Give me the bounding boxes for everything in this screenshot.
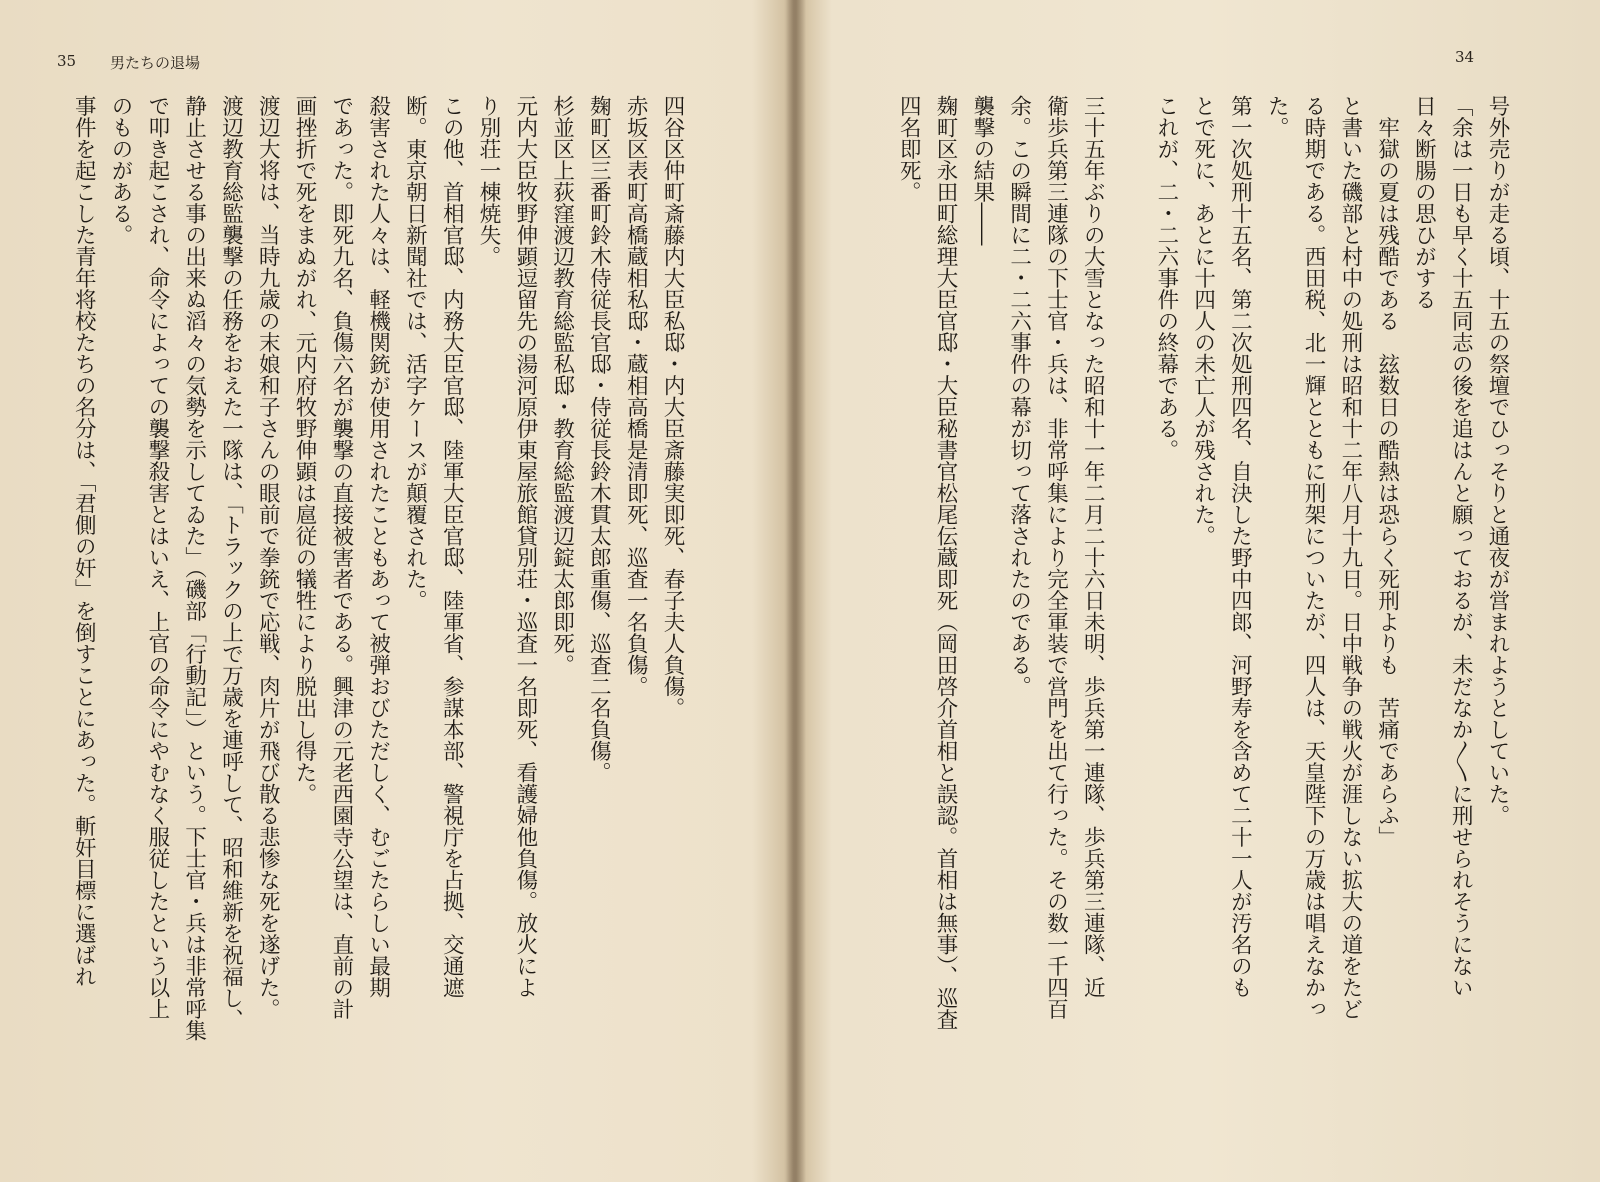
text-line: 麹町区三番町鈴木侍従長官邸・侍従長鈴木貫太郎重傷、巡査二名負傷。 <box>586 95 612 783</box>
right-page <box>805 0 1600 1182</box>
text-line: 牢獄の夏は残酷である 玆数日の酷熱は恐らく死刑よりも 苦痛であらふ」 <box>1374 95 1400 848</box>
text-line: これが、二・二六事件の終幕である。 <box>1153 95 1179 461</box>
text-line: 赤坂区表町高橋蔵相私邸・蔵相高橋是清即死、巡査一名負傷。 <box>623 95 649 697</box>
right-page-number: 34 <box>1455 48 1475 66</box>
text-line: 衛歩兵第三連隊の下士官・兵は、非常呼集により完全軍装で営門を出て行った。その数一千四百 <box>1043 95 1069 1020</box>
left-page-body <box>40 95 690 1170</box>
text-line <box>1110 95 1147 1170</box>
text-line: 「余は一日も早く十五同志の後を追はんと願っておるが、未だなか〳〵に刑せられそうにない <box>1448 95 1474 998</box>
text-line: で叩き起こされ、命令によっての襲撃殺害とはいえ、上官の命令にやむなく服従したという以上 <box>144 95 170 1020</box>
text-line: り別荘一棟焼失。 <box>476 95 502 267</box>
left-page <box>0 0 790 1182</box>
text-line: 第一次処刑十五名、第二次処刑四名、自決した野中四郎、河野寿を含めて二十一人が汚名のも <box>1227 95 1253 998</box>
text-line: 四名即死。 <box>896 95 922 203</box>
left-page-number: 35 <box>57 52 77 70</box>
right-page-body <box>825 95 1515 1170</box>
text-line: 静止させる事の出来ぬ滔々の気勢を示してゐた」（磯部「行動記」）という。下士官・兵は非常呼集 <box>181 95 207 1041</box>
text-line: 渡辺大将は、当時九歳の末娘和子さんの眼前で拳銃で応戦、肉片が飛び散る悲惨な死を遂げた。 <box>255 95 281 1020</box>
text-line: とで死に、あとに十四人の未亡人が残された。 <box>1190 95 1216 547</box>
text-line: 号外売りが走る頃、十五の祭壇でひっそりと通夜が営まれようとしていた。 <box>1485 95 1510 826</box>
text-line: た。 <box>1264 95 1290 138</box>
text-line: と書いた磯部と村中の処刑は昭和十二年八月十九日。日中戦争の戦火が涯しない拡大の道をたど <box>1337 95 1363 1020</box>
text-line: であった。即死九名、負傷六名が襲撃の直接被害者である。興津の元老西園寺公望は、直前の計 <box>328 95 354 1020</box>
running-title: 男たちの退場 <box>110 54 201 72</box>
text-line: 殺害された人々は、軽機関銃が使用されたこともあって被弾おびただしく、むごたらしい最期 <box>365 95 391 998</box>
text-line: 三十五年ぶりの大雪となった昭和十一年二月二十六日未明、歩兵第一連隊、歩兵第三連隊、近 <box>1080 95 1106 998</box>
text-line: 余。この瞬間に二・二六事件の幕が切って落されたのである。 <box>1006 95 1032 697</box>
text-line: 麹町区永田町総理大臣官邸・大臣秘書官松尾伝蔵即死（岡田啓介首相と誤認。首相は無事）、巡査 <box>933 95 959 1031</box>
text-line: この他、首相官邸、内務大臣官邸、陸軍大臣官邸、陸軍省、参謀本部、警視庁を占拠、交通遮 <box>439 95 465 998</box>
text-line: 渡辺教育総監襲撃の任務をおえた一隊は、「トラックの上で万歳を連呼して、昭和維新を祝福し、 <box>218 95 244 1031</box>
text-line: 杉並区上荻窪渡辺教育総監私邸・教育総監渡辺錠太郎即死。 <box>549 95 575 676</box>
text-line: 襲撃の結果―― <box>969 95 995 246</box>
text-line: 事件を起こした青年将校たちの名分は、「君側の奸」を倒すことにあった。斬奸目標に選ばれ <box>71 95 97 988</box>
text-line: 四谷区仲町斎藤内大臣私邸・内大臣斎藤実即死、春子夫人負傷。 <box>660 95 685 719</box>
text-line: 断。東京朝日新聞社では、活字ケースが顛覆された。 <box>402 95 428 611</box>
text-line: る時期である。西田税、北一輝とともに刑架についたが、四人は、天皇陛下の万歳は唱えなかっ <box>1301 95 1327 1020</box>
text-line: 画挫折で死をまぬがれ、元内府牧野伸顕は扈従の犠牲により脱出し得た。 <box>292 95 318 805</box>
text-line: 日々断腸の思ひがする <box>1411 95 1437 310</box>
text-line: 元内大臣牧野伸顕逗留先の湯河原伊東屋旅館貸別荘・巡査一名即死、看護婦他負傷。放火によ <box>512 95 538 998</box>
text-line: のものがある。 <box>108 95 134 246</box>
